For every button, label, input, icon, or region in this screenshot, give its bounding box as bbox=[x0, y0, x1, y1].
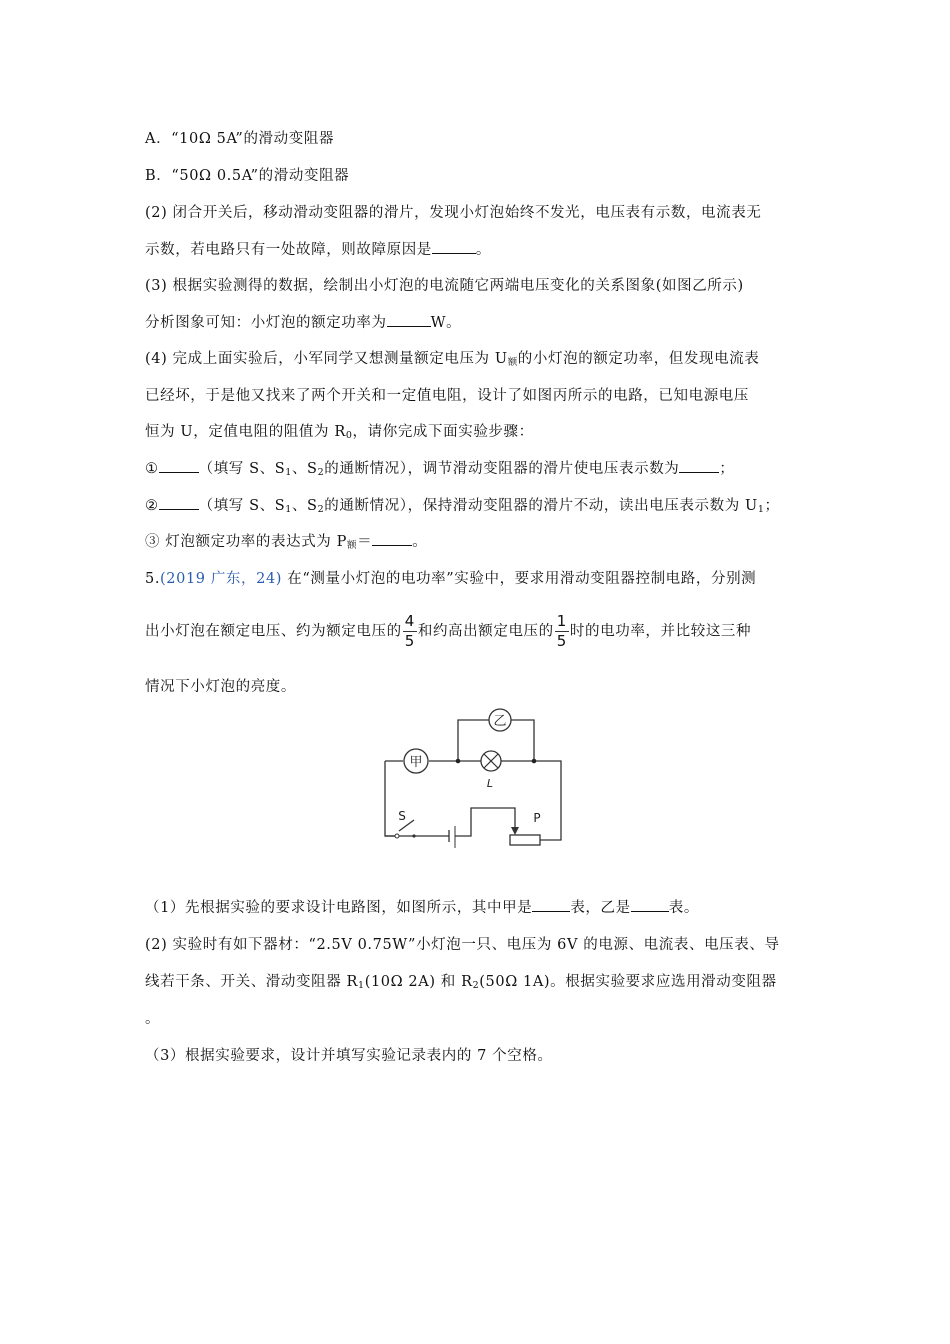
step-3-equals: ＝ bbox=[357, 534, 373, 550]
subscript-2: 2 bbox=[317, 504, 325, 515]
q5-part2-line3: 。 bbox=[145, 1011, 161, 1027]
fraction-denominator: 5 bbox=[404, 632, 415, 650]
answer-blank[interactable] bbox=[631, 899, 669, 912]
rheostat-arrow bbox=[511, 827, 519, 835]
fraction-four-fifths bbox=[403, 614, 417, 649]
lamp-label: L bbox=[486, 777, 494, 790]
step-2-text-b: 、S bbox=[291, 498, 318, 514]
q4-part3-text: 分析图象可知：小灯泡的额定功率为 bbox=[145, 315, 387, 331]
meter-jia-label: 甲 bbox=[409, 755, 423, 770]
answer-blank[interactable] bbox=[387, 314, 431, 327]
question-source-link[interactable]: (2019 广东，24) bbox=[160, 571, 283, 587]
q5-part1-text-b: 表，乙是 bbox=[570, 900, 631, 916]
step-1-text-a: （填写 S、S bbox=[198, 461, 286, 477]
fraction-one-fifth bbox=[555, 614, 569, 649]
answer-blank[interactable] bbox=[432, 241, 476, 254]
answer-blank[interactable] bbox=[532, 899, 570, 912]
subscript-e: 额 bbox=[507, 357, 518, 368]
answer-blank[interactable] bbox=[679, 460, 719, 473]
switch-label: S bbox=[398, 809, 406, 823]
meter-yi-label: 乙 bbox=[493, 714, 507, 729]
q5-part2-line1: (2) 实验时有如下器材：“2.5V 0.75W”小灯泡一只、电压为 6V 的电源、电流表、电压表、导 bbox=[145, 937, 780, 953]
q4-part3-line2 bbox=[145, 311, 461, 332]
q5-line2-text-a: 出小灯泡在额定电压、约为额定电压的 bbox=[145, 623, 402, 640]
subscript-1: 1 bbox=[358, 980, 365, 991]
subscript-1: 1 bbox=[285, 467, 292, 478]
step-1-end: ； bbox=[719, 461, 735, 477]
slider-label: P bbox=[533, 811, 541, 825]
junction-dot bbox=[456, 759, 461, 764]
junction-dot bbox=[532, 759, 537, 764]
step-3 bbox=[145, 530, 427, 551]
q5-line2 bbox=[145, 614, 751, 649]
step-1-text-c: 的通断情况），调节滑动变阻器的滑片使电压表示数为 bbox=[324, 461, 680, 477]
q4-part2-end: 。 bbox=[475, 242, 492, 258]
wire-battery-rheostat bbox=[455, 808, 497, 836]
q5-line2-text-c: 时的电功率，并比较这三种 bbox=[569, 623, 752, 640]
q4-part4-line1 bbox=[145, 347, 759, 368]
fraction-numerator: 4 bbox=[404, 612, 415, 630]
step-2-end: ； bbox=[764, 498, 780, 514]
subscript-e: 额 bbox=[346, 540, 358, 551]
q4-part3-end: W。 bbox=[430, 315, 462, 331]
q5-text: 在“测量小灯泡的电功率”实验中，要求用滑动变阻器控制电路，分别测 bbox=[287, 571, 757, 587]
option-a: A．“10Ω 5A”的滑动变阻器 bbox=[145, 131, 335, 147]
q4-part4-text-d: ，请你完成下面实验步骤： bbox=[352, 424, 534, 440]
subscript-0: 0 bbox=[345, 430, 353, 441]
step-2-text-a: （填写 S、S bbox=[198, 498, 286, 514]
q4-part3-line1: (3) 根据实验测得的数据，绘制出小灯泡的电流随它两端电压变化的关系图象(如图乙所示) bbox=[145, 278, 744, 294]
q5-part1 bbox=[145, 896, 699, 917]
switch-contact bbox=[395, 834, 399, 838]
q4-part2-line2 bbox=[145, 238, 491, 259]
switch-contact bbox=[412, 834, 415, 837]
step-3-text: ③ 灯泡额定功率的表达式为 P bbox=[145, 534, 347, 550]
q5-part2-text-b: (10Ω 2A) 和 R bbox=[364, 974, 473, 990]
wire-branch-right bbox=[511, 720, 534, 761]
subscript-2: 2 bbox=[317, 467, 325, 478]
q5-part3: （3）根据实验要求，设计并填写实验记录表内的 7 个空格。 bbox=[145, 1048, 553, 1064]
step-1 bbox=[145, 457, 735, 478]
step-2 bbox=[145, 494, 780, 515]
option-b: B．“50Ω 0.5A”的滑动变阻器 bbox=[145, 168, 350, 184]
q5-part1-text-c: 表。 bbox=[668, 900, 699, 916]
rheostat-resistor bbox=[510, 835, 540, 845]
q5-part1-text-a: （1）先根据实验的要求设计电路图，如图所示，其中甲是 bbox=[145, 900, 533, 916]
q4-part2-text: 示数，若电路只有一处故障，则故障原因是 bbox=[145, 242, 432, 258]
step-2-text-c: 的通断情况），保持滑动变阻器的滑片不动，读出电压表示数为 U bbox=[324, 498, 758, 514]
step-3-end: 。 bbox=[412, 534, 428, 550]
answer-blank[interactable] bbox=[159, 497, 199, 510]
fraction-denominator: 5 bbox=[556, 632, 567, 650]
q4-part4-text-a: (4) 完成上面实验后，小军同学又想测量额定电压为 U bbox=[145, 351, 508, 367]
q4-part4-text-b: 的小灯泡的额定功率，但发现电流表 bbox=[517, 351, 760, 367]
q5-line3: 情况下小灯泡的亮度。 bbox=[145, 679, 296, 695]
q5-part2-line2 bbox=[145, 970, 777, 991]
subscript-1: 1 bbox=[757, 504, 765, 515]
circuit-diagram bbox=[378, 708, 568, 858]
q4-part2-line1: (2) 闭合开关后，移动滑动变阻器的滑片，发现小灯泡始终不发光，电压表有示数，电流表无 bbox=[145, 205, 762, 221]
q4-part4-line3 bbox=[145, 420, 534, 441]
q4-part4-text-c: 恒为 U，定值电阻的阻值为 R bbox=[145, 424, 346, 440]
answer-blank[interactable] bbox=[159, 460, 199, 473]
subscript-1: 1 bbox=[285, 504, 292, 515]
q5-part2-text-a: 线若干条、开关、滑动变阻器 R bbox=[145, 974, 359, 990]
fraction-numerator: 1 bbox=[556, 612, 567, 630]
q5-line1 bbox=[145, 567, 756, 588]
subscript-2: 2 bbox=[472, 980, 480, 991]
q4-part4-line2: 已经坏，于是他又找来了两个开关和一定值电阻，设计了如图丙所示的电路，已知电源电压 bbox=[145, 388, 749, 404]
wire-right bbox=[501, 761, 561, 840]
question-number: 5. bbox=[145, 571, 161, 587]
q5-line2-text-b: 和约高出额定电压的 bbox=[417, 623, 554, 640]
answer-blank[interactable] bbox=[372, 533, 412, 546]
q5-part2-text-c: (50Ω 1A)。根据实验要求应选用滑动变阻器 bbox=[479, 974, 777, 990]
step-2-marker: ② bbox=[145, 498, 159, 514]
step-1-text-b: 、S bbox=[291, 461, 318, 477]
rheostat-slider-arm bbox=[497, 808, 515, 829]
step-1-marker: ① bbox=[145, 461, 159, 477]
